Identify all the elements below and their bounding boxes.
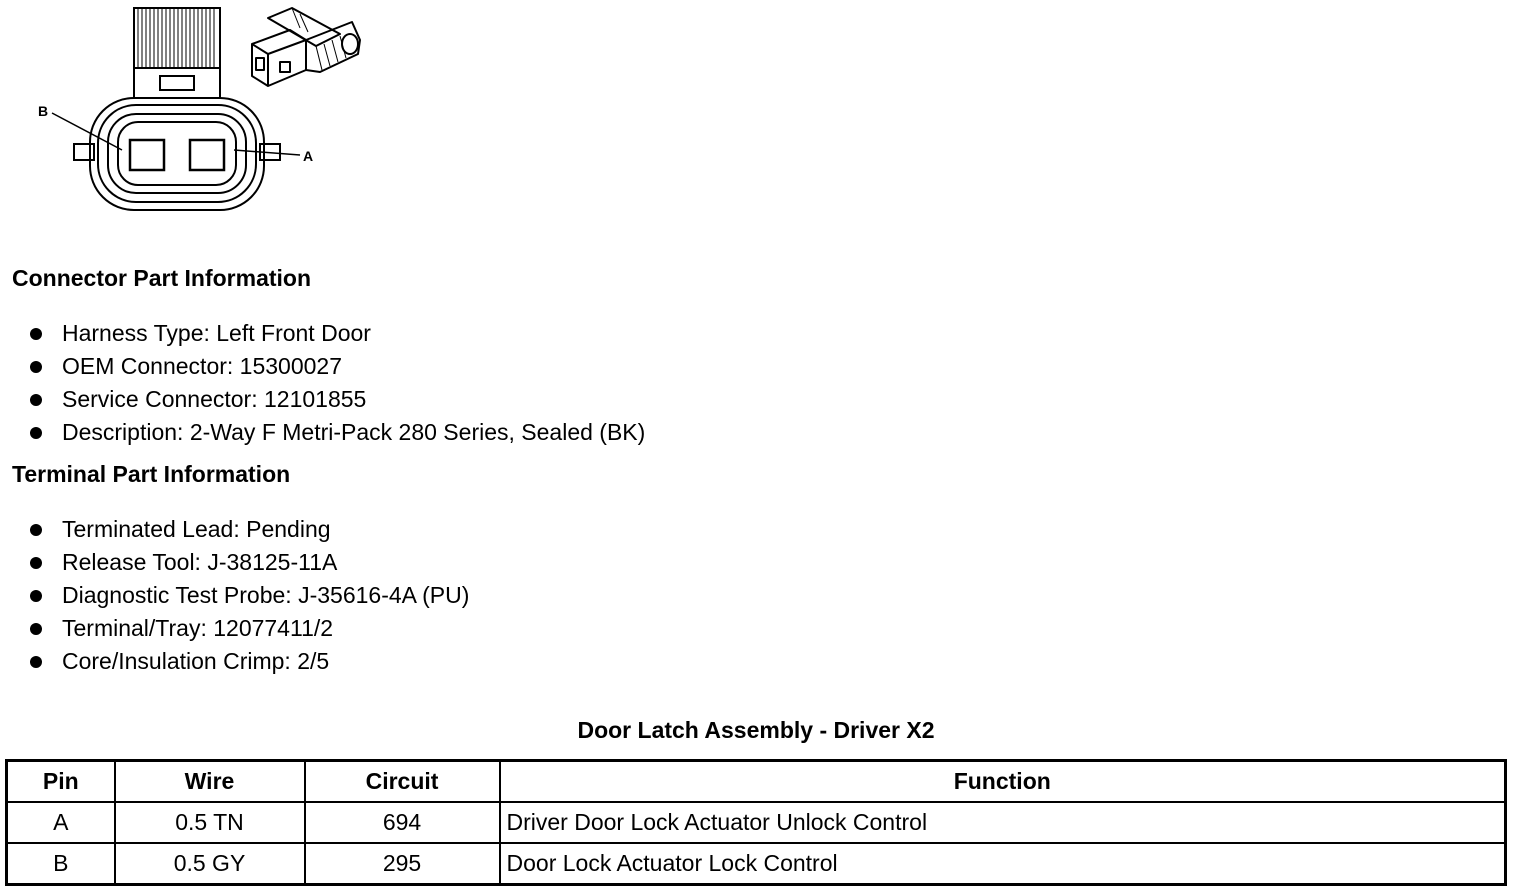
column-header-circuit: Circuit bbox=[305, 761, 500, 803]
connector-diagram bbox=[0, 0, 380, 230]
cell-function: Driver Door Lock Actuator Unlock Control bbox=[500, 802, 1506, 843]
cell-pin: B bbox=[7, 843, 115, 885]
list-item-text: Service Connector: 12101855 bbox=[62, 386, 367, 412]
cell-circuit: 295 bbox=[305, 843, 500, 885]
terminal-info-heading: Terminal Part Information bbox=[12, 461, 291, 487]
bullet-icon bbox=[30, 524, 42, 536]
column-header-wire: Wire bbox=[115, 761, 305, 803]
cell-pin: A bbox=[7, 802, 115, 843]
connector-iso-view bbox=[252, 8, 360, 86]
list-item bbox=[28, 612, 469, 645]
list-item-text: Harness Type: Left Front Door bbox=[62, 320, 371, 346]
list-item-text: Terminated Lead: Pending bbox=[62, 516, 331, 542]
pin-label-b: B bbox=[38, 103, 49, 119]
bullet-icon bbox=[30, 427, 42, 439]
connector-info-list bbox=[28, 317, 645, 449]
bullet-icon bbox=[30, 361, 42, 373]
connector-info-heading: Connector Part Information bbox=[12, 265, 312, 291]
bullet-icon bbox=[30, 656, 42, 668]
cell-wire: 0.5 TN bbox=[115, 802, 305, 843]
list-item bbox=[28, 350, 645, 383]
bullet-icon bbox=[30, 394, 42, 406]
list-item bbox=[28, 317, 645, 350]
table-header-row bbox=[7, 761, 1506, 803]
list-item bbox=[28, 579, 469, 612]
list-item bbox=[28, 645, 469, 678]
table-row bbox=[7, 802, 1506, 843]
table-title: Door Latch Assembly - Driver X2 bbox=[577, 717, 935, 743]
list-item-text: Release Tool: J-38125-11A bbox=[62, 549, 338, 575]
terminal-info-list bbox=[28, 513, 469, 678]
list-item bbox=[28, 383, 645, 416]
list-item bbox=[28, 513, 469, 546]
bullet-icon bbox=[30, 328, 42, 340]
pin-label-a: A bbox=[303, 148, 314, 164]
list-item-text: OEM Connector: 15300027 bbox=[62, 353, 343, 379]
bullet-icon bbox=[30, 623, 42, 635]
column-header-function: Function bbox=[500, 761, 1506, 803]
cavity-a bbox=[190, 140, 224, 170]
cavity-b bbox=[130, 140, 164, 170]
table-row bbox=[7, 843, 1506, 885]
cell-function: Door Lock Actuator Lock Control bbox=[500, 843, 1506, 885]
list-item bbox=[28, 416, 645, 449]
bullet-icon bbox=[30, 590, 42, 602]
list-item-text: Description: 2-Way F Metri-Pack 280 Series, Sealed (BK) bbox=[62, 419, 646, 445]
pinout-table bbox=[5, 759, 1507, 886]
list-item-text: Diagnostic Test Probe: J-35616-4A (PU) bbox=[62, 582, 470, 608]
list-item bbox=[28, 546, 469, 579]
list-item-text: Core/Insulation Crimp: 2/5 bbox=[62, 648, 330, 674]
connector-latch bbox=[134, 8, 220, 98]
cell-wire: 0.5 GY bbox=[115, 843, 305, 885]
bullet-icon bbox=[30, 557, 42, 569]
column-header-pin: Pin bbox=[7, 761, 115, 803]
list-item-text: Terminal/Tray: 12077411/2 bbox=[62, 615, 334, 641]
cell-circuit: 694 bbox=[305, 802, 500, 843]
